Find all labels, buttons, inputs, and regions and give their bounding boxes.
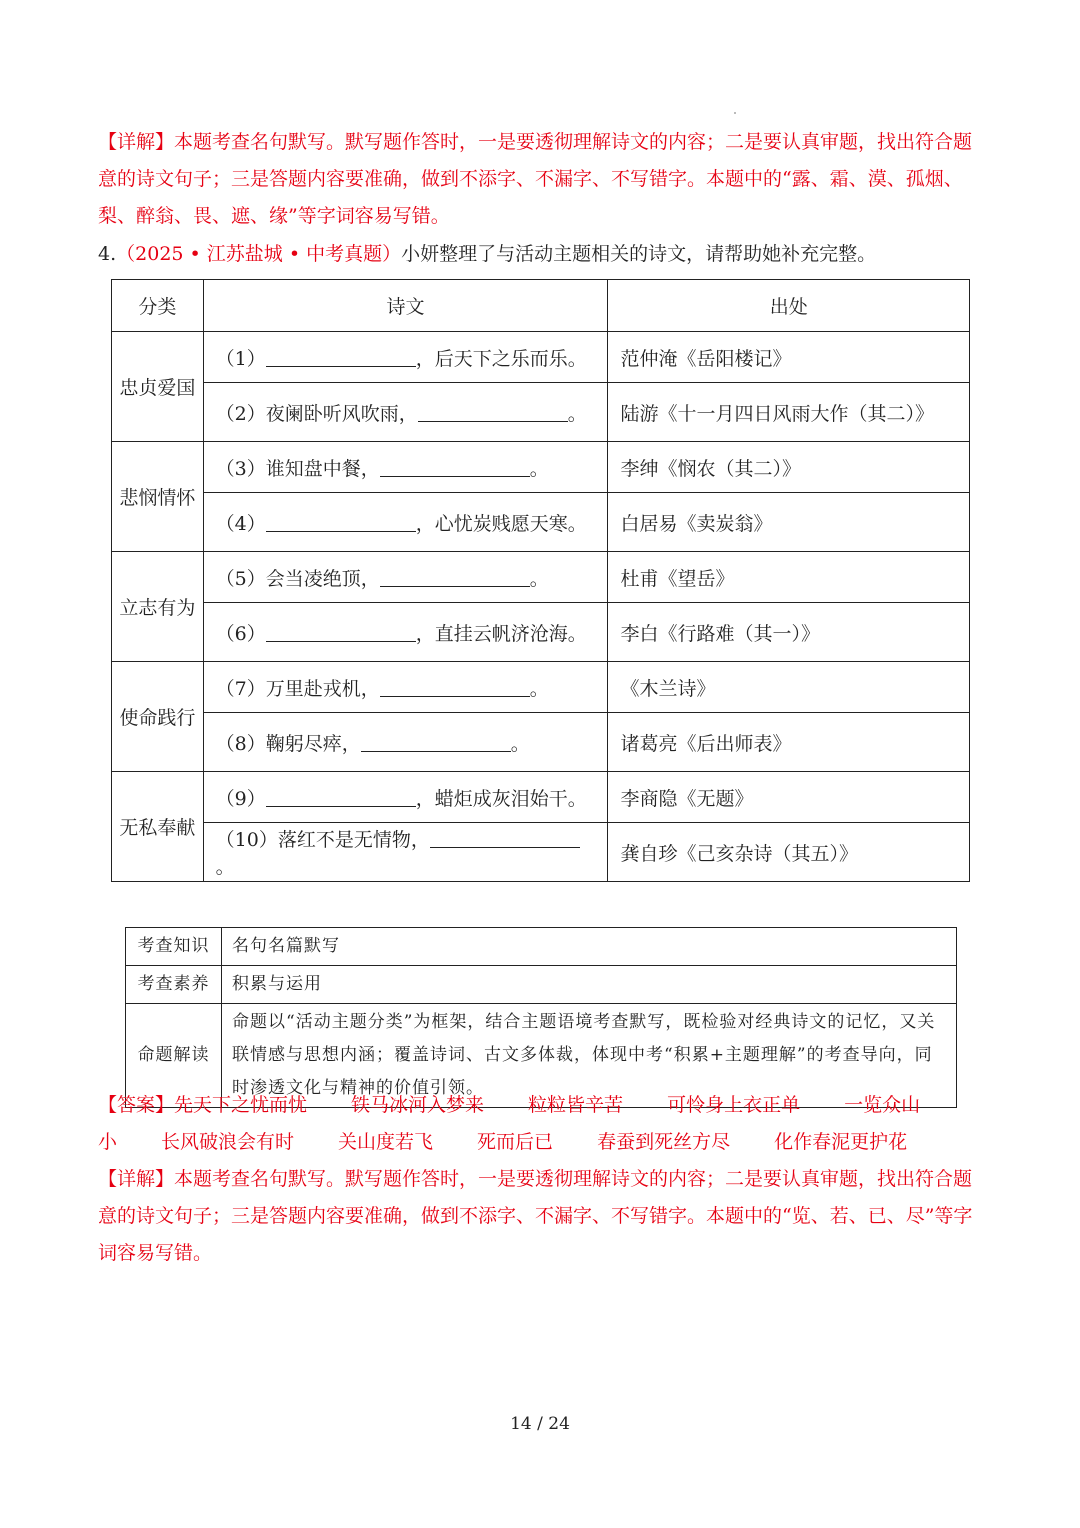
poem-after: ，后天下之乐而乐。	[415, 347, 587, 370]
table-row	[112, 603, 970, 662]
poem-before: （7）万里赴戎机，	[215, 677, 380, 700]
poem-cell	[203, 332, 608, 383]
poem-after: 。	[529, 677, 549, 700]
literacy-label: 考查素养	[126, 966, 222, 1004]
source-cell: 白居易《卖炭翁》	[608, 493, 970, 552]
header-category: 分类	[112, 280, 204, 332]
fill-blank	[380, 458, 530, 477]
poem-before: （4）	[215, 512, 266, 535]
source-cell: 杜甫《望岳》	[608, 552, 970, 603]
poem-before: （6）	[215, 622, 266, 645]
answer-item: 春蚕到死丝方尽	[597, 1131, 731, 1153]
table-row	[112, 713, 970, 772]
exam-info-table	[125, 927, 957, 1108]
interpret-label: 命题解读	[126, 1004, 222, 1108]
fill-blank	[266, 348, 416, 367]
poem-cell	[203, 823, 608, 882]
detail-tag: 【详解】	[98, 1168, 175, 1190]
source-cell: 范仲淹《岳阳楼记》	[608, 332, 970, 383]
scan-dot	[734, 112, 736, 114]
question-number: 4.	[98, 243, 117, 265]
poem-cell	[203, 713, 608, 772]
poem-before: （8）鞠躬尽瘁，	[215, 732, 361, 755]
poem-table	[111, 279, 970, 882]
interpret-value: 命题以“活动主题分类”为框架，结合主题语境考查默写，既检验对经典诗文的记忆，又关联情感与思想内涵；覆盖诗词、古文多体裁，体现中考“积累+主题理解”的考查导向，同时渗透文化与精神的价值引领。	[222, 1004, 957, 1108]
knowledge-label: 考查知识	[126, 928, 222, 966]
table-body	[112, 332, 970, 882]
poem-cell	[203, 493, 608, 552]
answer-item: 关山度若飞	[338, 1131, 434, 1153]
answer-item: 一览众山小	[98, 1094, 921, 1153]
poem-cell	[203, 442, 608, 493]
poem-before: （2）夜阑卧听风吹雨，	[215, 402, 418, 425]
fill-blank	[418, 403, 568, 422]
table-row	[112, 662, 970, 713]
category-cell: 忠贞爱国	[112, 332, 204, 442]
table-header-row	[112, 280, 970, 332]
table-row	[112, 332, 970, 383]
source-cell: 龚自珍《己亥杂诗（其五）》	[608, 823, 970, 882]
detail-paragraph-1	[98, 124, 978, 235]
answer-items	[98, 1094, 951, 1153]
table-row	[112, 552, 970, 603]
detail-text: 本题考查名句默写。默写题作答时，一是要透彻理解诗文的内容；二是要认真审题，找出符合题意的诗文句子；三是答题内容要准确，做到不添字、不漏字、不写错字。本题中的“露、霜、漠、孤烟、梨、醉翁、畏、遮、缘”等字词容易写错。	[98, 131, 973, 227]
poem-after: 。	[215, 856, 235, 878]
table-row	[112, 493, 970, 552]
poem-before: （10）落红不是无情物，	[215, 829, 430, 851]
poem-cell	[203, 772, 608, 823]
table-row	[112, 442, 970, 493]
poem-after: ，心忧炭贱愿天寒。	[415, 512, 587, 535]
info-row-knowledge	[126, 928, 957, 966]
poem-cell	[203, 603, 608, 662]
fill-blank	[266, 788, 416, 807]
poem-cell	[203, 662, 608, 713]
source-cell: 李商隐《无题》	[608, 772, 970, 823]
poem-cell	[203, 552, 608, 603]
answer-tag: 【答案】	[98, 1094, 175, 1116]
poem-after: ，蜡炬成灰泪始干。	[415, 787, 587, 810]
poem-before: （1）	[215, 347, 266, 370]
header-poem: 诗文	[203, 280, 608, 332]
answer-item: 粒粒皆辛苦	[528, 1094, 624, 1116]
table-row	[112, 823, 970, 882]
category-cell: 使命践行	[112, 662, 204, 772]
fill-blank	[266, 623, 416, 642]
table-row	[112, 383, 970, 442]
knowledge-value: 名句名篇默写	[222, 928, 957, 966]
source-cell: 李白《行路难（其一）》	[608, 603, 970, 662]
fill-blank	[361, 733, 511, 752]
poem-after: 。	[529, 567, 549, 590]
answer-item: 铁马冰河入梦来	[351, 1094, 485, 1116]
question-4	[98, 236, 978, 273]
poem-after: 。	[529, 457, 549, 480]
answer-paragraph	[98, 1087, 978, 1161]
answer-item: 先天下之忧而忧	[174, 1094, 308, 1116]
fill-blank	[380, 568, 530, 587]
poem-before: （9）	[215, 787, 266, 810]
detail-text: 本题考查名句默写。默写题作答时，一是要透彻理解诗文的内容；二是要认真审题，找出符合题意的诗文句子；三是答题内容要准确，做到不添字、不漏字、不写错字。本题中的“览、若、已、尽”等字词容易写错。	[98, 1168, 973, 1264]
answer-item: 死而后已	[477, 1131, 554, 1153]
header-source: 出处	[608, 280, 970, 332]
category-cell: 立志有为	[112, 552, 204, 662]
table-row	[112, 772, 970, 823]
poem-after: 。	[510, 732, 530, 755]
poem-after: ，直挂云帆济沧海。	[415, 622, 587, 645]
info-row-literacy	[126, 966, 957, 1004]
fill-blank	[380, 678, 530, 697]
literacy-value: 积累与运用	[222, 966, 957, 1004]
source-cell: 陆游《十一月四日风雨大作（其二）》	[608, 383, 970, 442]
category-cell: 无私奉献	[112, 772, 204, 882]
answer-item: 可怜身上衣正单	[667, 1094, 801, 1116]
source-cell: 诸葛亮《后出师表》	[608, 713, 970, 772]
source-cell: 李绅《悯农（其二）》	[608, 442, 970, 493]
poem-after: 。	[567, 402, 587, 425]
page-number: 14 / 24	[510, 1414, 570, 1434]
poem-before: （3）谁知盘中餐，	[215, 457, 380, 480]
detail-tag: 【详解】	[98, 131, 175, 153]
answer-item: 长风破浪会有时	[161, 1131, 295, 1153]
question-prompt: 小妍整理了与活动主题相关的诗文，请帮助她补充完整。	[401, 243, 877, 265]
fill-blank	[430, 829, 580, 848]
poem-before: （5）会当凌绝顶，	[215, 567, 380, 590]
category-cell: 悲悯情怀	[112, 442, 204, 552]
fill-blank	[266, 513, 416, 532]
answer-item: 化作春泥更护花	[774, 1131, 908, 1153]
detail-paragraph-2	[98, 1161, 978, 1272]
question-source: （2025 • 江苏盐城 • 中考真题）	[116, 243, 402, 265]
poem-cell	[203, 383, 608, 442]
source-cell: 《木兰诗》	[608, 662, 970, 713]
